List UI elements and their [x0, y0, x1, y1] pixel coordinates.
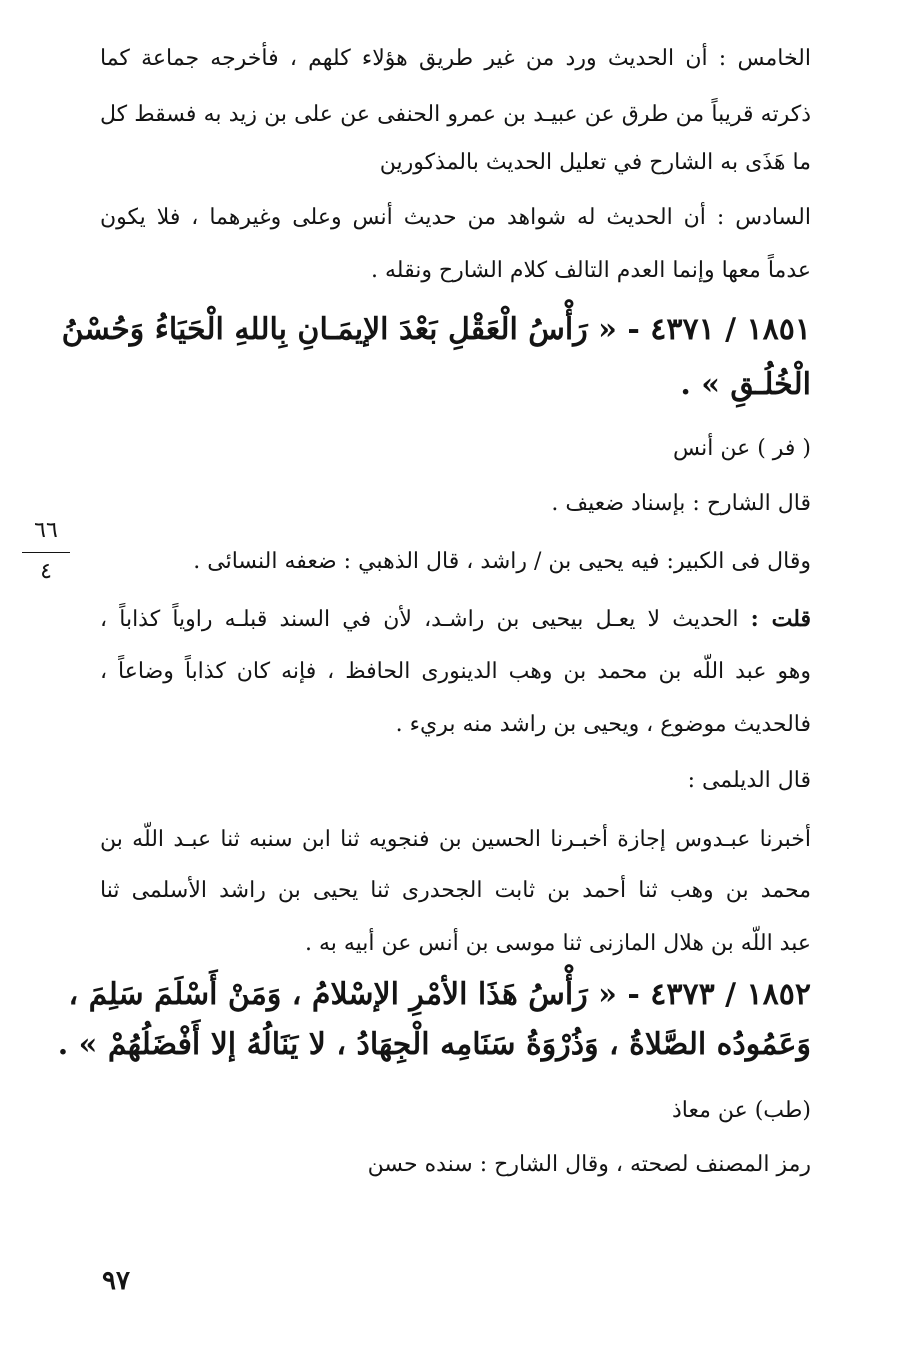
text-line-shareh-1: قال الشارح : بإسناد ضعيف .: [551, 491, 811, 516]
text-line-ramz: رمز المصنف لصحته ، وقال الشارح : سنده حسن: [367, 1152, 811, 1177]
hadith-1852-line-2: وَعَمُودُه الصَّلاةُ ، وَذُرْوَةُ سَنَامِه الْجِهَادُ ، لا يَنَالُهُ إلا أَفْضَلُهُمْ » .: [57, 1027, 811, 1062]
hadith-1851-line-1: ١٨٥١ / ٤٣٧١ - « رَأْسُ الْعَقْلِ بَعْدَ الإيمَـانِ بِاللهِ الْحَيَاءُ وَحُسْنُ: [61, 312, 811, 347]
text-line-qult-1: [100, 604, 811, 635]
text-line-qult-3: فالحديث موضوع ، ويحيى بن راشد منه بريء .: [395, 712, 811, 737]
margin-note-top: ٦٦: [34, 518, 58, 543]
margin-note-bottom: ٤: [40, 559, 52, 584]
margin-reference-note: [22, 518, 70, 585]
page-number: ٩٧: [102, 1266, 130, 1296]
isnad-line-1: أخبرنا عبـدوس إجازة أخبـرنا الحسين بن فنجويه ثنا ابن سنبه ثنا عبـد اللّه بن: [100, 827, 811, 852]
hadith-1851-line-2: الْخُلُـقِ » .: [680, 367, 811, 402]
hadith-1852-line-1: ١٨٥٢ / ٤٣٧٣ - « رَأْسُ هَذَا الأمْرِ الإسْلامُ ، وَمَنْ أَسْلَمَ سَلِمَ ،: [68, 977, 811, 1012]
text-line-4: السادس : أن الحديث له شواهد من حديث أنس وعلى وغيرهما ، فلا يكون: [100, 205, 811, 230]
qult-label: قلت :: [750, 606, 811, 632]
margin-note-divider: [22, 552, 70, 553]
isnad-line-3: عبد اللّه بن هلال المازنى ثنا موسى بن أنس عن أبيه به .: [304, 931, 811, 956]
text-line-daylami: قال الديلمى :: [687, 768, 811, 793]
text-line-3: ما هَذَى به الشارح في تعليل الحديث بالمذكورين: [379, 150, 811, 175]
source-reference-1: ( فر ) عن أنس: [673, 436, 811, 461]
text-line-1: الخامس : أن الحديث ورد من غير طريق هؤلاء كلهم ، فأخرجه جماعة كما: [100, 46, 811, 71]
source-reference-2: (طب) عن معاذ: [671, 1098, 811, 1123]
text-line-qult-2: وهو عبد اللّه بن محمد بن وهب الدينورى الحافظ ، فإنه كان كذاباً وضاعاً ،: [100, 659, 811, 684]
text-line-5: عدماً معها وإنما العدم التالف كلام الشارح ونقله .: [371, 258, 811, 283]
text-line-2: ذكرته قريباً من طرق عن عبيـد بن عمرو الحنفى عن على بن زيد به فسقط كل: [100, 102, 811, 127]
isnad-line-2: محمد بن وهب ثنا أحمد بن ثابت الجحدرى ثنا يحيى بن راشد الأسلمى ثنا: [100, 878, 811, 903]
qult-text: الحديث لا يعـل بيحيى بن راشـد، لأن في السند قبلـه راوياً كذاباً ،: [100, 607, 739, 632]
text-line-kabir: وقال فى الكبير: فيه يحيى بن / راشد ، قال الذهبي : ضعفه النسائى .: [193, 549, 811, 574]
